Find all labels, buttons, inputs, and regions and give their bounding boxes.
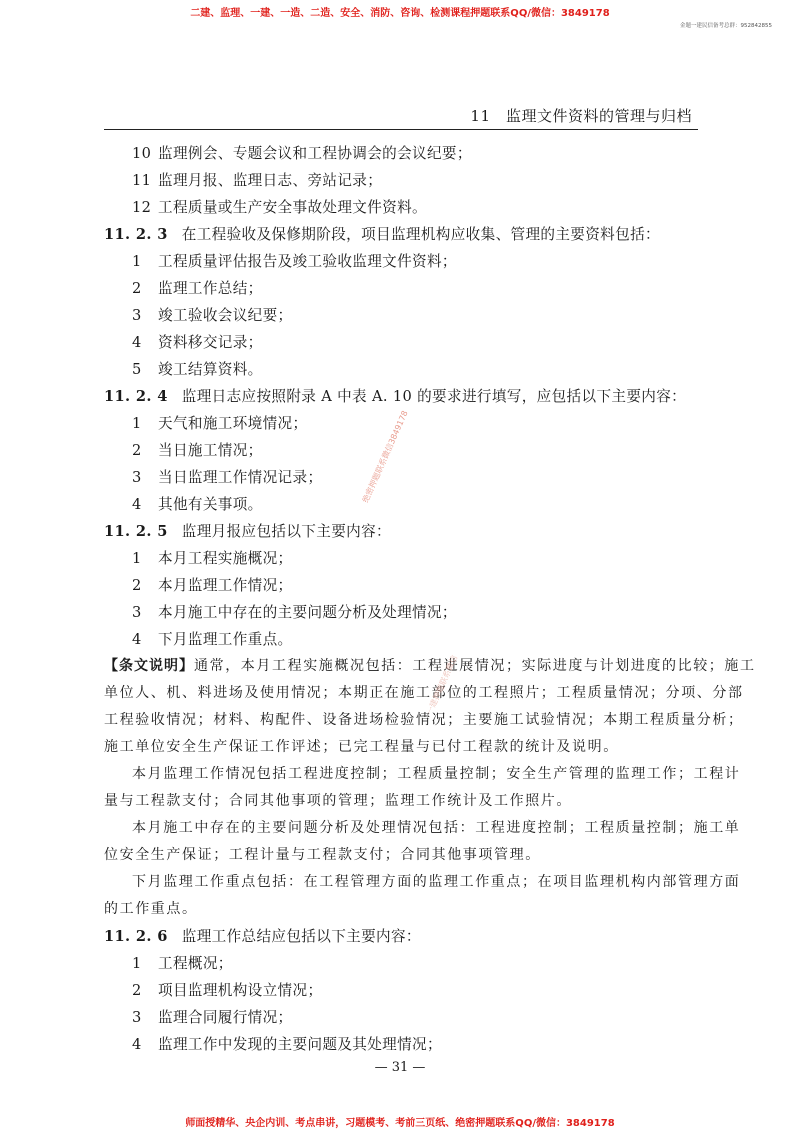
list-item — [104, 302, 704, 329]
corner-note: 金题一建民信备考总群：952842855 — [680, 23, 772, 29]
clause-text: 监理月报应包括以下主要内容： — [181, 523, 391, 540]
explanation-line — [104, 761, 741, 788]
list-item — [104, 329, 704, 356]
item-text: 监理月报、监理日志、旁站记录； — [158, 172, 383, 189]
explanation-text: 单位人、机、料进场及使用情况；本期正在施工部位的工程照片；工程质量情况；分项、分部 — [104, 685, 744, 701]
bottom-promo-banner: 师面授精华、央企内训、考点串讲，习题模考、考前三页纸、绝密押题联系QQ/微信：3849178 — [185, 1118, 615, 1129]
item-number: 5 — [132, 361, 142, 378]
explanation-text: 本月监理工作情况包括工程进度控制；工程质量控制；安全生产管理的监理工作；工程计 — [132, 766, 741, 782]
item-text: 资料移交记录； — [158, 334, 263, 351]
item-text: 工程质量或生产安全事故处理文件资料。 — [158, 199, 427, 216]
item-number: 3 — [132, 307, 142, 324]
item-number: 3 — [132, 469, 142, 486]
item-text: 竣工验收会议纪要； — [158, 307, 293, 324]
item-text: 其他有关事项。 — [158, 496, 263, 513]
explanation-line — [104, 680, 744, 707]
diagonal-watermark: 绝密押题联系微信3849178 — [360, 409, 410, 505]
list-item — [104, 491, 704, 518]
list-item — [104, 194, 704, 221]
explanation-line — [104, 788, 704, 815]
running-head: 11 监理文件资料的管理与归档 — [470, 107, 692, 125]
clause-number: 11. 2. 5 — [104, 523, 168, 540]
item-number: 2 — [132, 577, 142, 594]
item-text: 监理合同履行情况； — [158, 1009, 293, 1026]
clause-heading — [104, 518, 704, 545]
item-number: 12 — [132, 199, 152, 216]
item-number: 1 — [132, 415, 142, 432]
explanation-text: 通常，本月工程实施概况包括：工程进展情况；实际进度与计划进度的比较；施工 — [194, 658, 756, 674]
list-item — [104, 626, 704, 653]
list-item — [104, 1031, 704, 1058]
list-item — [104, 437, 704, 464]
clause-number: 11. 2. 3 — [104, 226, 168, 243]
clause-text: 在工程验收及保修期阶段，项目监理机构应收集、管理的主要资料包括： — [181, 226, 660, 243]
item-text: 本月施工中存在的主要问题分析及处理情况； — [158, 604, 457, 621]
item-number: 1 — [132, 955, 142, 972]
explanation-text: 量与工程款支付；合同其他事项的管理；监理工作统计及工作照片。 — [104, 793, 572, 809]
explanation-text: 下月监理工作重点包括：在工程管理方面的监理工作重点；在项目监理机构内部管理方面 — [132, 874, 741, 890]
item-text: 工程概况； — [158, 955, 233, 972]
item-number: 2 — [132, 982, 142, 999]
diagonal-watermark-faint: 一建押题联系微信 — [424, 653, 460, 717]
item-number: 4 — [132, 334, 142, 351]
explanation-text: 位安全生产保证；工程计量与工程款支付；合同其他事项管理。 — [104, 847, 541, 863]
clause-heading — [104, 923, 704, 950]
list-item — [104, 572, 704, 599]
clause-text: 监理日志应按照附录 A 中表 A. 10 的要求进行填写，应包括以下主要内容： — [181, 388, 687, 405]
clause-text: 监理工作总结应包括以下主要内容： — [181, 928, 421, 945]
list-item — [104, 1004, 704, 1031]
item-number: 4 — [132, 631, 142, 648]
item-number: 11 — [132, 172, 152, 189]
item-number: 1 — [132, 253, 142, 270]
item-text: 监理工作总结； — [158, 280, 263, 297]
list-item — [104, 275, 704, 302]
explanation-line — [104, 707, 744, 734]
item-number: 3 — [132, 604, 142, 621]
item-number: 3 — [132, 1009, 142, 1026]
explanation-text: 施工单位安全生产保证工作评述；已完工程量与已付工程款的统计及说明。 — [104, 739, 619, 755]
item-number: 10 — [132, 145, 152, 162]
item-text: 本月监理工作情况； — [158, 577, 293, 594]
item-text: 当日施工情况； — [158, 442, 263, 459]
explanation-text: 本月施工中存在的主要问题分析及处理情况包括：工程进度控制；工程质量控制；施工单 — [132, 820, 741, 836]
item-text: 竣工结算资料。 — [158, 361, 263, 378]
explanation-text: 的工作重点。 — [104, 901, 198, 917]
item-text: 下月监理工作重点。 — [158, 631, 293, 648]
clause-heading — [104, 221, 704, 248]
item-number: 2 — [132, 442, 142, 459]
document-body — [104, 140, 756, 1058]
item-number: 4 — [132, 496, 142, 513]
clause-number: 11. 2. 4 — [104, 388, 168, 405]
item-text: 本月工程实施概况； — [158, 550, 293, 567]
explanation-line — [104, 815, 741, 842]
list-item — [104, 599, 704, 626]
item-text: 监理工作中发现的主要问题及其处理情况； — [158, 1036, 442, 1053]
item-text: 天气和施工环境情况； — [158, 415, 308, 432]
item-text: 项目监理机构设立情况； — [158, 982, 323, 999]
explanation-line — [104, 734, 704, 761]
item-text: 监理例会、专题会议和工程协调会的会议纪要； — [158, 145, 472, 162]
list-item — [104, 545, 704, 572]
item-number: 2 — [132, 280, 142, 297]
explanation-text: 工程验收情况；材料、构配件、设备进场检验情况；主要施工试验情况；本期工程质量分析； — [104, 712, 744, 728]
item-text: 工程质量评估报告及竣工验收监理文件资料； — [158, 253, 457, 270]
clause-heading — [104, 383, 704, 410]
header-rule — [104, 129, 698, 130]
item-text: 当日监理工作情况记录； — [158, 469, 323, 486]
list-item — [104, 167, 704, 194]
clause-explanation-line — [104, 653, 756, 680]
list-item — [104, 140, 704, 167]
top-promo-banner: 二建、监理、一建、一造、二造、安全、消防、咨询、检测课程押题联系QQ/微信：3849178 — [190, 8, 610, 19]
explanation-line — [104, 896, 704, 923]
explanation-line — [104, 842, 704, 869]
list-item — [104, 248, 704, 275]
clause-explanation-label: 【条文说明】 — [104, 658, 194, 674]
clause-number: 11. 2. 6 — [104, 928, 168, 945]
item-number: 4 — [132, 1036, 142, 1053]
list-item — [104, 950, 704, 977]
explanation-line — [104, 869, 741, 896]
page-number: — 31 — — [374, 1060, 426, 1075]
list-item — [104, 464, 704, 491]
list-item — [104, 356, 704, 383]
item-number: 1 — [132, 550, 142, 567]
list-item — [104, 977, 704, 1004]
